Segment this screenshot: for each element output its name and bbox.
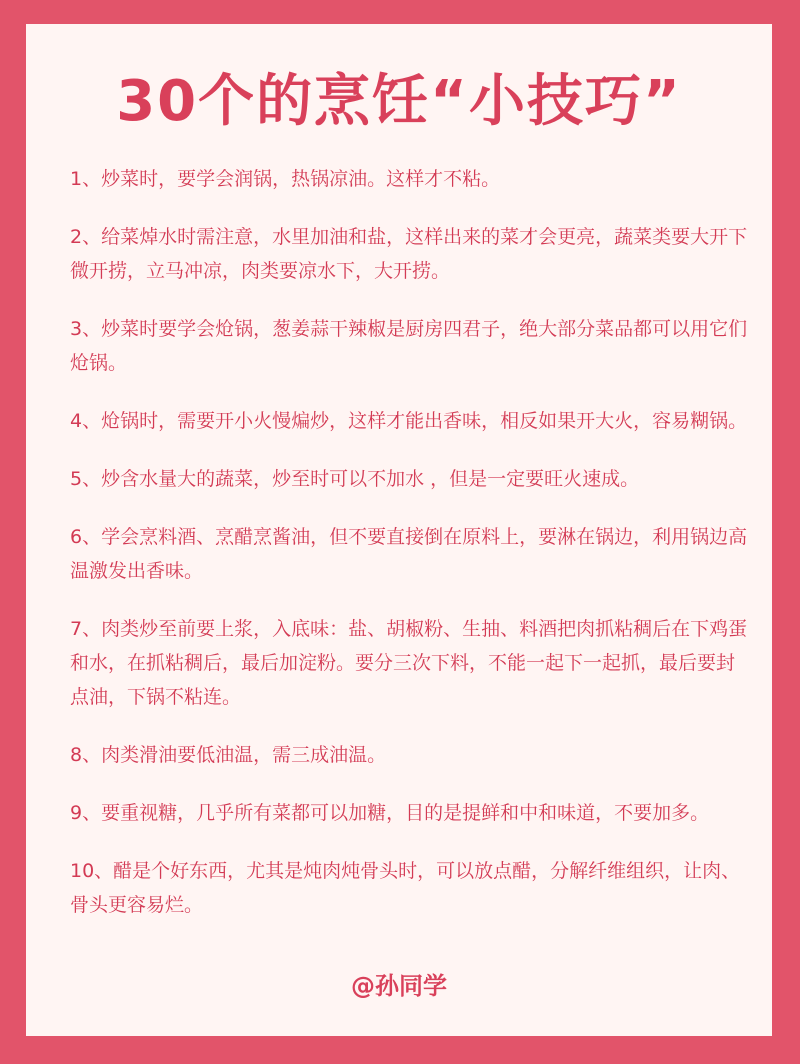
- tip-item-7: 7、肉类炒至前要上浆，入底味：盐、胡椒粉、生抽、料酒把肉抓粘稠后在下鸡蛋和水，在抓粘稠后，最后加淀粉。要分三次下料，不能一起下一起抓，最后要封点油，下锅不粘连。: [70, 618, 748, 708]
- tip-item-1: 1、炒菜时，要学会润锅，热锅凉油。这样才不粘。: [70, 168, 501, 190]
- tip-item-6: 6、学会烹料酒、烹醋烹酱油，但不要直接倒在原料上，要淋在锅边，利用锅边高温激发出香味。: [70, 526, 748, 582]
- tip-item-5: 5、炒含水量大的蔬菜，炒至时可以不加水 ，但是一定要旺火速成。: [70, 468, 640, 490]
- content-card: [26, 24, 772, 1036]
- tip-item-9: 9、要重视糖，几乎所有菜都可以加糖，目的是提鲜和中和味道，不要加多。: [70, 802, 710, 824]
- tip-item-4: 4、炝锅时，需要开小火慢煸炒，这样才能出香味，相反如果开大火，容易糊锅。: [70, 410, 748, 432]
- tip-item-10: 10、醋是个好东西，尤其是炖肉炖骨头时，可以放点醋，分解纤维组织，让肉、骨头更容易烂。: [70, 860, 741, 916]
- tip-item-8: 8、肉类滑油要低油温，需三成油温。: [70, 744, 387, 766]
- tips-list: [70, 162, 750, 946]
- tip-item-3: 3、炒菜时要学会炝锅，葱姜蒜干辣椒是厨房四君子，绝大部分菜品都可以用它们炝锅。: [70, 318, 748, 374]
- page-title: 30个的烹饪“小技巧”: [116, 69, 682, 134]
- author-handle: @孙同学: [351, 972, 447, 1000]
- tip-item-2: 2、给菜焯水时需注意，水里加油和盐，这样出来的菜才会更亮，蔬菜类要大开下微开捞，立马冲凉，肉类要凉水下，大开捞。: [70, 226, 748, 282]
